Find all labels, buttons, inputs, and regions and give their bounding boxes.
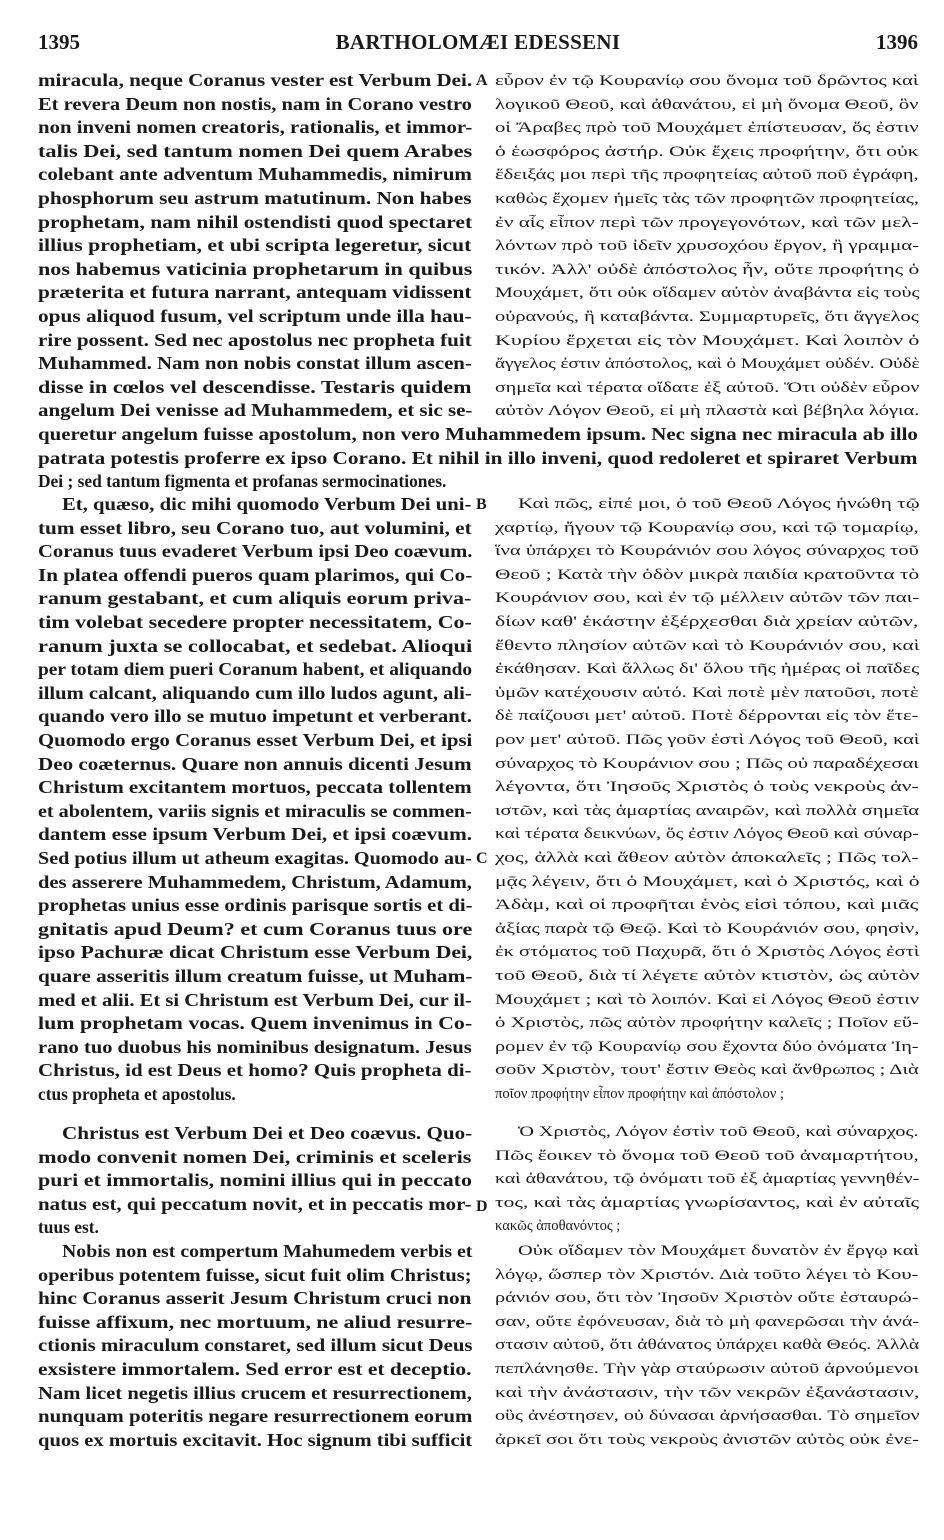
greek-line: ἄγγελος ἐστιν ἀπόστολος, καὶ ὁ Μουχάμετ οὐδέν. Οὐδὲ	[495, 356, 920, 373]
latin-line: gnitatis apud Deum? et cum Coranus tuus ore	[38, 918, 473, 939]
latin-line: Nobis non est compertum Mahumedem verbis et	[62, 1241, 473, 1261]
column-letter-marker: A	[476, 72, 488, 89]
latin-line: miracula, neque Coranus vester est Verbum Dei.	[38, 70, 473, 90]
latin-line: Dei ; sed tantum figmenta et profanas sermocinationes.	[38, 471, 447, 492]
latin-line: quos ex mortuis excitavit. Hoc signum tibi sufficit	[38, 1429, 473, 1450]
greek-line: τος, καὶ τὰς ἁμαρτίας γνωρίσαντος, καὶ ἐν αὐταῖς	[495, 1194, 920, 1211]
greek-line: χαρτίῳ, ἤγουν τῷ Κουρανίῳ σου, καὶ τῷ τομαρίῳ,	[495, 519, 919, 536]
greek-line: ράνιόν σου, ὅτι τὸν Ἰησοῦν Χριστὸν οὔτε ἐσταυρώ-	[495, 1290, 919, 1307]
greek-line: ρον μετ' αὐτοῦ. Πῶς γοῦν ἐστὶ Λόγος τοῦ Θεοῦ, καὶ	[495, 732, 920, 748]
greek-line: ἔθεντο πλησίον αὐτῶν καὶ τὸ Κουράνιόν σου, καὶ	[495, 637, 920, 654]
greek-line: Κυρίου ἔρχεται εἰς τὸν Μουχάμετ. Καὶ λοιπὸν ὁ	[495, 332, 920, 349]
latin-line: dantem esse ipsum Verbum Dei, et ipsi coævum.	[38, 824, 473, 845]
greek-line: σημεῖα καὶ τέρατα οἴδατε ἐξ αὐτοῦ. Ὅτι οὐδὲν εὗρον	[495, 379, 920, 396]
greek-line: Μουχάμετ, ὅτι οὐκ οἴδαμεν αὐτὸν ἀναβάντα εἰς τοὺς	[495, 285, 920, 302]
latin-line: modo convenit nomen Dei, criminis et sceleris	[38, 1146, 472, 1167]
latin-line: non inveni nomen creatoris, rationalis, et immor-	[38, 117, 473, 138]
latin-line: Quomodo ergo Coranus esset Verbum Dei, et ipsi	[38, 730, 473, 750]
latin-line: Sed potius illum ut atheum exagitas. Quomodo au-	[38, 848, 472, 868]
latin-line: rire possent. Sed nec apostolus nec propheta fuit	[38, 329, 472, 350]
latin-line: In platea offendi pueros quam plarimos, qui Co-	[38, 564, 473, 585]
greek-line: λόντων πρὸ τοῦ ἰδεῖν χρυσοχόου ἔργον, ἢ γραμμα-	[495, 238, 920, 255]
greek-line: ὁ Χριστὸς, πῶς αὐτὸν προφήτην καλεῖς ; Ποῖον εὕ-	[495, 1015, 919, 1032]
latin-line: quare asseritis illum creatum fuisse, ut Muham-	[38, 966, 473, 986]
latin-line: tim volebat secedere propter necessitatem, Co-	[38, 612, 472, 632]
greek-line: μᾷς λέγειν, ὅτι ὁ Μουχάμετ, καὶ ὁ Χριστός, καὶ ὁ	[495, 873, 920, 890]
greek-line: οὐρανούς, ἢ καταβάντα. Συμμαρτυρεῖς, ὅτι ἄγγελος	[495, 309, 919, 325]
latin-line: des asserere Muhammedem, Christum, Adamum,	[38, 871, 472, 892]
latin-line: Christus, id est Deus et homo? Quis propheta di-	[38, 1060, 472, 1081]
latin-line: Et, quæso, dic mihi quomodo Verbum Dei uni-	[62, 494, 472, 514]
greek-line: πεπλάνησθε. Τὴν γὰρ σταύρωσιν αὐτοῦ ἀρνούμενοι	[495, 1361, 919, 1377]
greek-line: καὶ τὴν ἀνάστασιν, τὴν τῶν νεκρῶν ἐξανάστασιν,	[495, 1384, 920, 1401]
greek-line: σαν, οὔτε ἐφόνευσαν, διὰ τὸ μὴ φανερῶσαι τὴν ἀνά-	[495, 1313, 920, 1330]
latin-line: ranum juxta se collocabat, et sedebat. Alioqui	[38, 635, 473, 656]
greek-line: στασιν αὐτοῦ, ὅτι ἀθάνατος ὑπάρχει καθὰ Θεός. Ἀλλὰ	[495, 1337, 920, 1354]
latin-line: colebant ante adventum Muhammedis, nimirum	[38, 164, 472, 185]
greek-line: Μουχάμετ ; καὶ τὸ λοιπόν. Καὶ εἰ Λόγος Θεοῦ ἐστιν	[495, 991, 919, 1008]
greek-line: ρομεν ἐν τῷ Κουρανίῳ σου ἔχοντα δύο ὀνόματα Ἰη-	[495, 1038, 919, 1055]
greek-line: ὁ ἑωσφόρος ἀστήρ. Οὐκ ἔχεις προφήτην, ὅτι οὐκ	[495, 143, 919, 160]
greek-line: οἱ Ἄραβες πρὸ τοῦ Μουχάμετ ἐπίστευσαν, ὅς ἐστιν	[495, 120, 919, 137]
page-number-left: 1395	[38, 30, 80, 54]
greek-line: ἐν αἷς εἶπον περὶ τῶν προγεγονότων, καὶ τῶν μελ-	[495, 214, 919, 231]
latin-line: tuus est.	[38, 1217, 99, 1238]
latin-line: phosphorum seu astrum matutinum. Non habes	[38, 188, 472, 208]
latin-line: lum prophetam vocas. Quem invenimus in Co-	[38, 1013, 473, 1034]
latin-line: patrata potestis proferre ex ipso Corano. Et nihil in illo inveni, quod redoleret et spiraret Verbum	[38, 447, 918, 468]
greek-line: ἔδειξάς μοι περὶ τῆς προφητείας αὐτοῦ ποῦ ἐγράφη,	[495, 167, 919, 184]
greek-line: καθὼς ἔχομεν ἡμεῖς τὰς τῶν προφητῶν προφητείας,	[495, 191, 919, 207]
greek-line: ἀρκεῖ σοι ὅτι τοὺς νεκροὺς ἀνιστῶν αὐτὸς οὐκ ἐνε-	[495, 1431, 920, 1448]
greek-line: Κουράνιον σου, καὶ ἐν τῷ μέλλειν αὐτῶν τῶν παι-	[495, 590, 920, 607]
greek-line: ιστῶν, καὶ τὰς ἁμαρτίας αναιρῶν, καὶ πολλὰ σημεῖα	[495, 802, 919, 819]
greek-line: ὑμῶν κατέχουσιν αὐτό. Καὶ ποτὲ μὲν πατοῦσι, ποτὲ	[495, 684, 919, 701]
greek-line: καὶ ἀθανάτου, τῷ ὀνόματι τοῦ ἐξ ἁμαρτίας γεννηθέν-	[495, 1171, 920, 1188]
latin-line: med et alii. Et si Christum est Verbum Dei, cur il-	[38, 989, 472, 1010]
greek-line: κακῶς ἀποθανόντος ;	[495, 1218, 621, 1235]
greek-line: χος, ἀλλὰ καὶ ἄθεον αὐτὸν ἀποκαλεῖς ; Πῶς τολ-	[495, 850, 919, 866]
greek-line: ἵνα ὑπάρχει τὸ Κουράνιόν σου λόγος σύναρχος τοῦ	[495, 543, 919, 560]
column-letter-marker: D	[476, 1198, 488, 1215]
latin-line: quando vero illo se mutuo impetunt et verberant.	[38, 706, 472, 727]
latin-line: hinc Coranus asserit Jesum Christum cruci non	[38, 1288, 472, 1309]
latin-line: angelum Dei venisse ad Muhammedem, et sic se-	[38, 400, 473, 421]
greek-line: ἀξίας παρὰ τῷ Θεῷ. Καὶ τὸ Κουράνιόν σου, φησὶν,	[495, 920, 920, 937]
latin-line: puri et immortalis, nomini illius qui in peccato	[38, 1170, 472, 1191]
latin-line: rano tuo duobus his nominibus designatum. Jesus	[38, 1036, 472, 1057]
latin-line: nunquam poteritis negare resurrectionem eorum	[38, 1406, 473, 1427]
greek-line: Πῶς ἔοικεν τὸ ὄνομα τοῦ Θεοῦ τοῦ ἀναμαρτήτου,	[495, 1147, 919, 1164]
greek-line: δὲ παίζουσι μετ' αὐτοῦ. Ποτὲ δέρρονται εἰς τὸν ἕτε-	[495, 708, 919, 725]
latin-line: fuisse affixum, nec mortuum, ne aliud resurre-	[38, 1311, 473, 1332]
latin-line: illum calcant, aliquando cum illo ludos agunt, ali-	[38, 682, 472, 703]
latin-line: disse in cœlos vel descendisse. Testaris quidem	[38, 376, 472, 397]
latin-line: ctus propheta et apostolus.	[38, 1084, 236, 1104]
latin-line: per totam diem pueri Coranum habent, et aliquando	[38, 659, 473, 680]
latin-line: et abolentem, variis signis et miraculis se commen-	[38, 800, 472, 821]
greek-line: καὶ τέρατα δεικνύων, ὅς ἐστιν Λόγος Θεοῦ καὶ σύναρ-	[495, 826, 919, 843]
greek-line: ἐκ στόματος τοῦ Παχυρᾶ, ὅτι ὁ Χριστὸς Λόγος ἐστὶ	[495, 944, 920, 961]
latin-line: ctionis miraculum constaret, sed illum sicut Deus	[38, 1335, 473, 1356]
greek-line: εὗρον ἐν τῷ Κουρανίῳ σου ὄνομα τοῦ δρῶντος καὶ	[495, 73, 919, 89]
greek-line: ἐκάθησαν. Καὶ ἄλλως δι' ὅλου τῆς ἡμέρας οἱ παῖδες	[495, 661, 920, 678]
latin-line: talis Dei, sed tantum nomen Dei quem Arabes	[38, 140, 473, 161]
latin-line: Muhammed. Nam non nobis constat illum ascen-	[38, 353, 472, 374]
latin-line: Christum excitantem mortuos, peccata tollentem	[38, 777, 472, 798]
running-title: BARTHOLOMÆI EDESSENI	[335, 30, 621, 54]
latin-line: ipso Pachuræ dicat Christum esse Verbum Dei,	[38, 942, 473, 963]
greek-line: σύναρχος τὸ Κουράνιον σου ; Πῶς οὐ παραδέχεσαι	[495, 755, 919, 772]
greek-line: αὐτὸν Λόγον Θεοῦ, εἰ μὴ πλαστὰ καὶ βέβηλα λόγια.	[495, 403, 920, 420]
latin-line: Christus est Verbum Dei et Deo coævus. Quo-	[62, 1123, 473, 1143]
greek-line: τοῦ Θεοῦ, διὰ τί λέγετε αὐτὸν κτιστὸν, ὡς αὐτὸν	[495, 968, 920, 984]
page-number-right: 1396	[876, 30, 918, 54]
greek-line: δίων καθ' ἑκάστην ἐξέρχεσθαι διὰ χρείαν αὐτῶν,	[495, 614, 919, 630]
greek-line: τικόν. Ἀλλ' οὐδὲ ἀπόστολος ἦν, οὔτε προφήτης ὁ	[495, 261, 920, 278]
greek-line: ποῖον προφήτην εἶπον προφήτην καὶ ἀπόστολον ;	[495, 1086, 785, 1102]
greek-line: Καὶ πῶς, εἰπέ μοι, ὁ τοῦ Θεοῦ Λόγος ἡνώθη τῷ	[518, 496, 920, 512]
greek-line: λέγοντα, ὅτι Ἰησοῦς Χριστὸς ὁ τοὺς νεκροὺς ἀν-	[495, 779, 919, 796]
latin-line: Nam licet negetis illius crucem et resurrectionem,	[38, 1382, 472, 1403]
latin-line: Et revera Deum non nostis, nam in Corano vestro	[38, 93, 472, 114]
latin-line: queretur angelum fuisse apostolum, non vero Muhammedem ipsum. Nec signa nec miracula ab illo	[38, 424, 918, 444]
latin-line: tum esset libro, seu Corano tuo, aut volumini, et	[38, 517, 472, 538]
latin-line: exsistere immortalem. Sed error est et deceptio.	[38, 1359, 472, 1379]
greek-line: λόγῳ, ὥσπερ τὸν Χριστόν. Διὰ τοῦτο λέγει τὸ Κου-	[495, 1266, 919, 1283]
greek-line: Ἀδὰμ, καὶ οἱ προφῆται ἑνὸς εἰσὶ τόπου, καὶ μιᾶς	[495, 897, 919, 914]
latin-line: prophetas unius esse ordinis parisque sortis et di-	[38, 895, 473, 916]
greek-line: Θεοῦ ; Κατὰ τὴν ὁδὸν μικρὰ παιδία κρατοῦντα τὸ	[495, 566, 920, 583]
latin-line: operibus potentem fuisse, sicut fuit olim Christus;	[38, 1264, 472, 1285]
greek-line: οὓς ἀνέστησεν, οὐ δύνασαι ἀρνήσασθαι. Τὸ σημεῖον	[495, 1408, 920, 1425]
latin-line: nos habemus vaticinia prophetarum in quibus	[38, 258, 473, 279]
latin-line: illius prophetiam, et ubi scripta legeretur, sicut	[38, 235, 472, 256]
greek-line: Ὁ Χριστὸς, Λόγον ἐστὶν τοῦ Θεοῦ, καὶ σύναρχος.	[518, 1124, 919, 1140]
latin-line: natus est, qui peccatum novit, et in peccatis mor-	[38, 1193, 472, 1214]
latin-line: ranum gestabant, et cum aliquis eorum priva-	[38, 588, 472, 609]
latin-line: Deo coæternus. Quare non annuis dicenti Jesum	[38, 753, 472, 774]
latin-line: præterita et futura narrant, antequam vidissent	[38, 282, 472, 303]
latin-line: prophetam, nam nihil ostendisti quod spectaret	[38, 211, 473, 232]
latin-line: Coranus tuus evaderet Verbum ipsi Deo coævum.	[38, 541, 473, 562]
greek-line: λογικοῦ Θεοῦ, καὶ ἀθανάτου, εἰ μὴ ὄνομα Θεοῦ, ὃν	[495, 96, 919, 113]
latin-line: opus aliquod fusum, vel scriptum unde illa hau-	[38, 306, 472, 326]
column-letter-marker: B	[476, 496, 487, 513]
greek-line: σοῦν Χριστὸν, τουτ' ἔστιν Θεὸς καὶ ἄνθρωπος ; Διὰ	[495, 1062, 919, 1079]
greek-line: Οὐκ οἴδαμεν τὸν Μουχάμετ δυνατὸν ἐν ἔργῳ καὶ	[518, 1243, 919, 1259]
page-header	[38, 30, 918, 64]
column-letter-marker: C	[476, 850, 488, 867]
